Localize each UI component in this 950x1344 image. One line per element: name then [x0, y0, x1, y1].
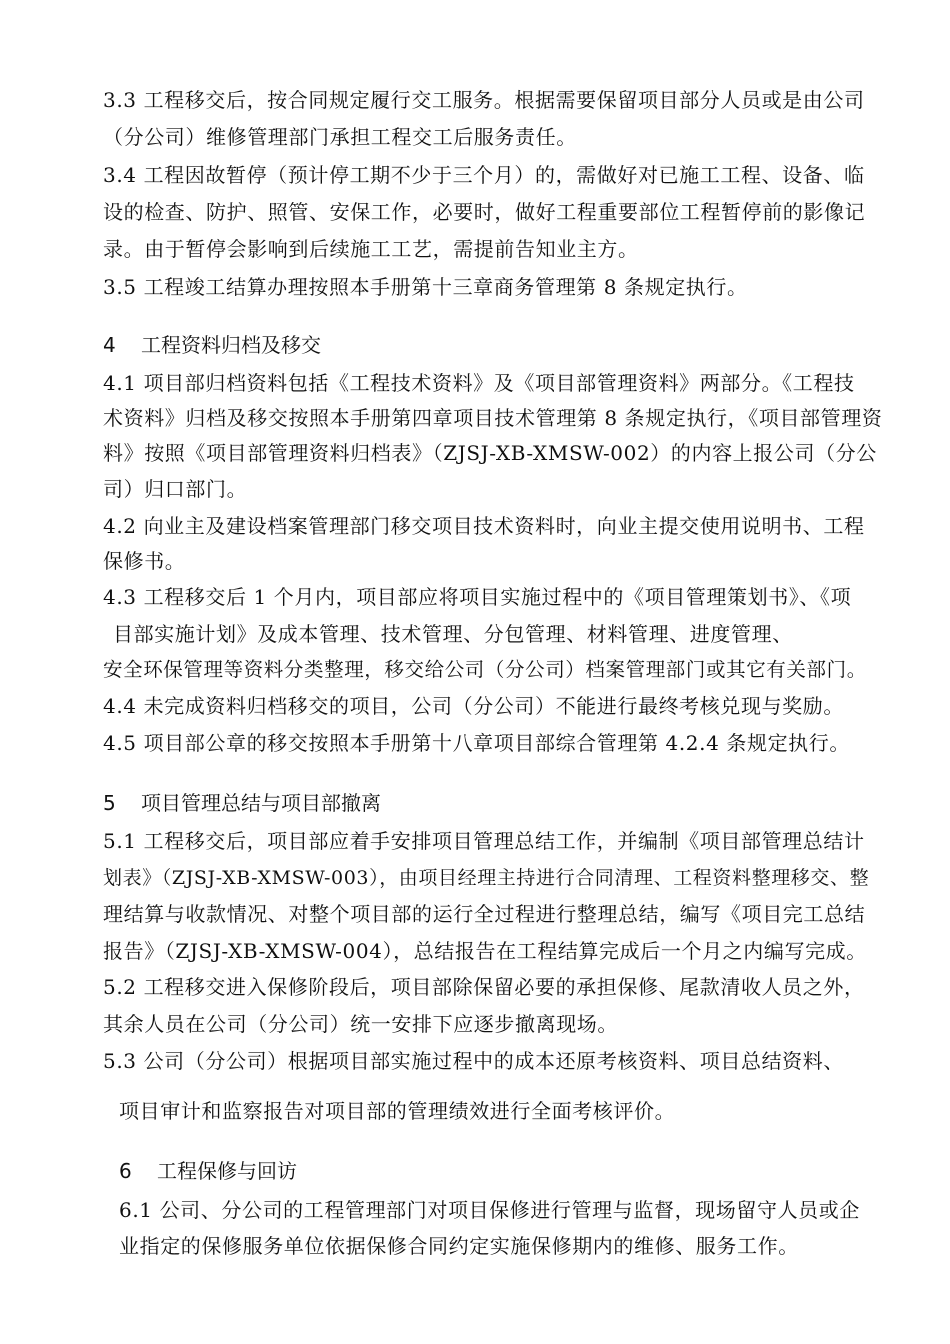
paragraph-4-3-line-1: 4.3 工程移交后 1 个月内，项目部应将项目实施过程中的《项目管理策划书》、《项 [103, 585, 852, 609]
paragraph-3-4-line-3: 录。由于暂停会影响到后续施工工艺，需提前告知业主方。 [103, 237, 639, 261]
section-heading-6 [119, 1157, 297, 1185]
paragraph-4-4-line-1: 4.4 未完成资料归档移交的项目，公司（分公司）不能进行最终考核兑现与奖励。 [103, 694, 844, 718]
section-heading-5 [103, 789, 381, 817]
paragraph-3-3-line-1: 3.3 工程移交后，按合同规定履行交工服务。根据需要保留项目部分人员或是由公司 [103, 88, 865, 112]
paragraph-6-1-line-1: 6.1 公司、分公司的工程管理部门对项目保修进行管理与监督，现场留守人员或企 [119, 1198, 860, 1222]
paragraph-5-1-line-3: 理结算与收款情况、对整个项目部的运行全过程进行整理总结，编写《项目完工总结 [103, 902, 866, 926]
paragraph-4-2-line-2: 保修书。 [103, 549, 186, 573]
paragraph-4-1-line-3: 料》按照《项目部管理资料归档表》（ZJSJ-XB-XMSW-002）的内容上报公司（分公 [103, 441, 877, 465]
paragraph-6-1-line-2: 业指定的保修服务单位依据保修合同约定实施保修期内的维修、服务工作。 [119, 1234, 799, 1258]
paragraph-4-1-line-4: 司）归口部门。 [103, 477, 248, 501]
paragraph-4-2-line-1: 4.2 向业主及建设档案管理部门移交项目技术资料时，向业主提交使用说明书、工程 [103, 514, 865, 538]
paragraph-3-4-line-1: 3.4 工程因故暂停（预计停工期不少于三个月）的，需做好对已施工工程、设备、临 [103, 163, 865, 187]
paragraph-3-3-line-2: （分公司）维修管理部门承担工程交工后服务责任。 [103, 125, 577, 149]
section-title: 工程保修与回访 [157, 1159, 297, 1183]
paragraph-5-1-line-1: 5.1 工程移交后，项目部应着手安排项目管理总结工作，并编制《项目部管理总结计 [103, 829, 865, 853]
paragraph-4-3-line-3: 安全环保管理等资料分类整理，移交给公司（分公司）档案管理部门或其它有关部门。 [103, 658, 867, 681]
paragraph-5-3-line-1: 5.3 公司（分公司）根据项目部实施过程中的成本还原考核资料、项目总结资料、 [103, 1049, 844, 1073]
paragraph-4-3-line-2: 目部实施计划》及成本管理、技术管理、分包管理、材料管理、进度管理、 [113, 622, 793, 646]
paragraph-5-1-line-2: 划表》（ZJSJ-XB-XMSW-003），由项目经理主持进行合同清理、工程资料整理移交、整 [103, 867, 870, 889]
paragraph-5-3-line-2: 项目审计和监察报告对项目部的管理绩效进行全面考核评价。 [119, 1099, 676, 1123]
paragraph-4-1-line-1: 4.1 项目部归档资料包括《工程技术资料》及《项目部管理资料》两部分。《工程技 [103, 371, 855, 395]
section-number: 6 [119, 1159, 132, 1183]
paragraph-5-1-line-4: 报告》（ZJSJ-XB-XMSW-004），总结报告在工程结算完成后一个月之内编写完成。 [103, 939, 867, 963]
paragraph-3-5-line-1: 3.5 工程竣工结算办理按照本手册第十三章商务管理第 8 条规定执行。 [103, 275, 748, 299]
section-heading-4 [103, 331, 321, 359]
paragraph-5-2-line-1: 5.2 工程移交进入保修阶段后，项目部除保留必要的承担保修、尾款清收人员之外， [103, 975, 865, 999]
section-number: 4 [103, 333, 116, 357]
section-number: 5 [103, 791, 116, 815]
paragraph-4-1-line-2: 术资料》归档及移交按照本手册第四章项目技术管理第 8 条规定执行，《项目部管理资 [103, 406, 883, 430]
paragraph-5-2-line-2: 其余人员在公司（分公司）统一安排下应逐步撤离现场。 [103, 1012, 618, 1036]
paragraph-3-4-line-2: 设的检查、防护、照管、安保工作，必要时，做好工程重要部位工程暂停前的影像记 [103, 200, 866, 224]
section-title: 项目管理总结与项目部撤离 [141, 791, 381, 815]
section-title: 工程资料归档及移交 [141, 333, 321, 357]
paragraph-4-5-line-1: 4.5 项目部公章的移交按照本手册第十八章项目部综合管理第 4.2.4 条规定执行。 [103, 731, 850, 755]
